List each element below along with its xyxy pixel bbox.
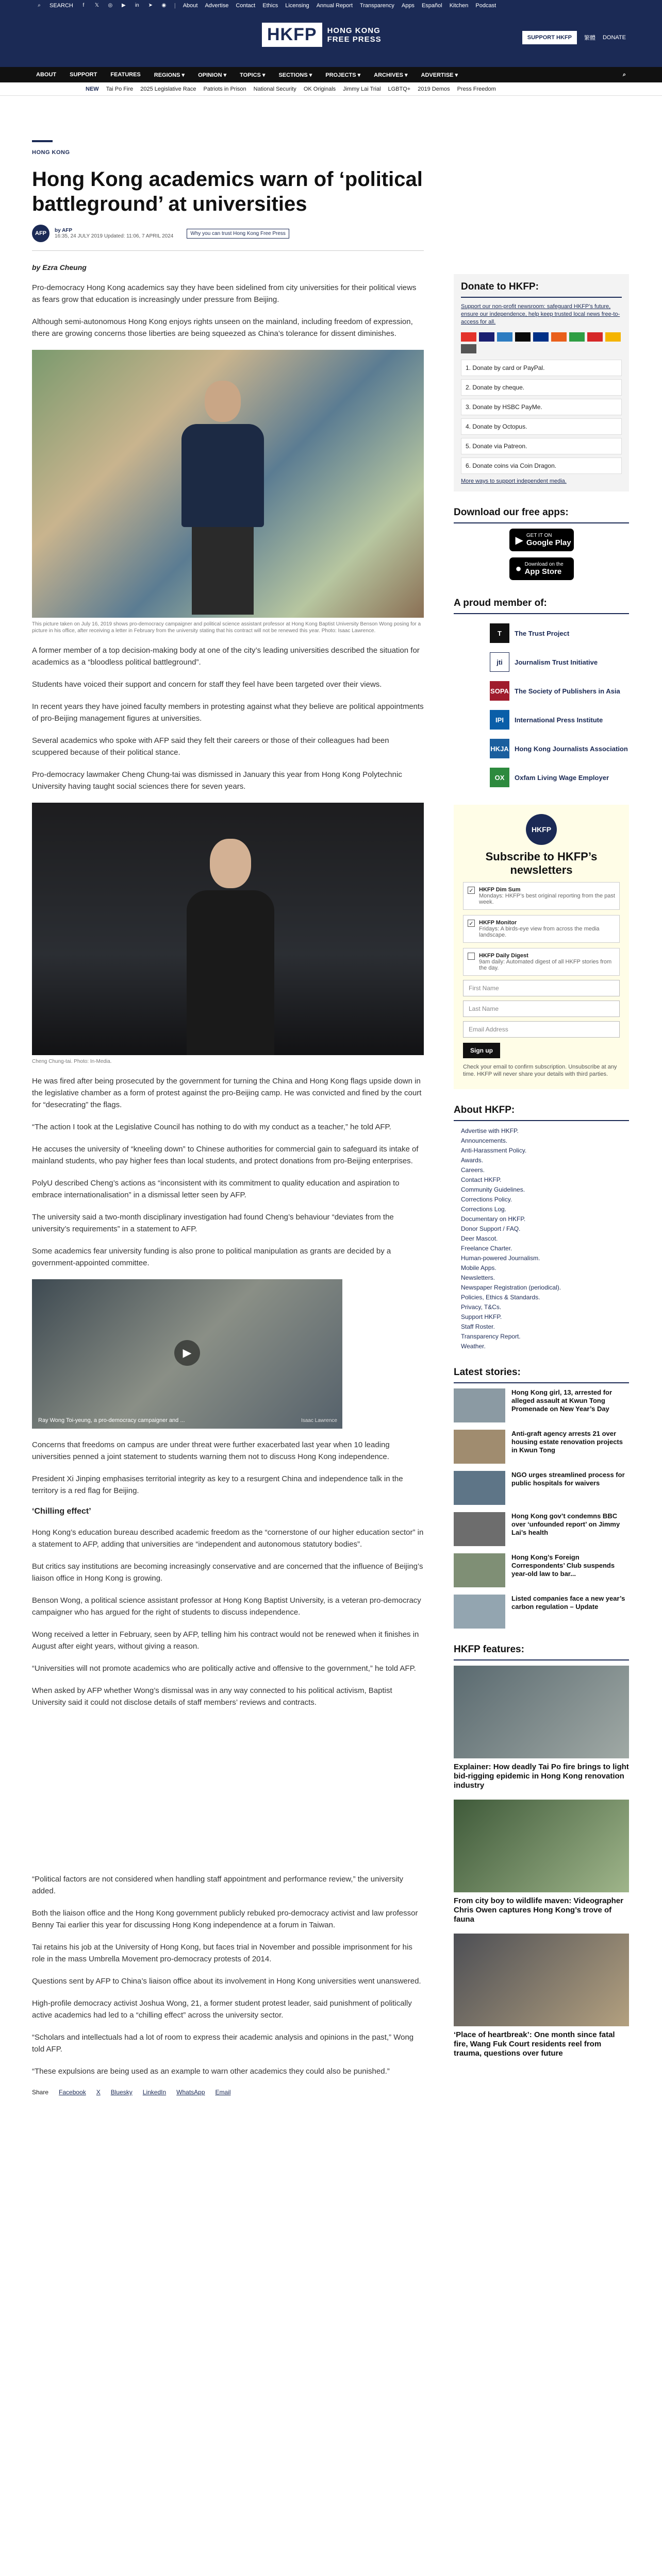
donate-title: Donate to HKFP: xyxy=(461,281,622,298)
featured-list xyxy=(454,1666,629,2058)
donate-box xyxy=(454,274,629,492)
member-logo[interactable]: SOPA The Society of Publishers in Asia xyxy=(490,681,629,701)
newsletter-option[interactable]: ✓ HKFP Dim Sum Mondays: HKFP’s best original reporting from the past week. xyxy=(463,882,620,910)
latest-story[interactable]: Hong Kong’s Foreign Correspondents’ Club suspends year-old law to bar... xyxy=(454,1553,629,1587)
paragraph: “These expulsions are being used as an example to warn other academics they could also be punished.” xyxy=(32,2067,390,2076)
donate-option[interactable]: 3. Donate by HSBC PayMe. xyxy=(461,399,622,415)
trending-link[interactable]: Jimmy Lai Trial xyxy=(343,86,381,92)
latest-title: Latest stories: xyxy=(454,1367,629,1383)
paragraph: “Political factors are not considered when handling staff appointment and performance review,” the university added. xyxy=(32,1875,404,1895)
linkedin-icon[interactable]: in xyxy=(135,3,139,8)
paragraph: Hong Kong’s education bureau described academic freedom as the “cornerstone of our higher education sector” in a statement to AFP, adding that universities are “independent and autonomous statutory bodies”. xyxy=(32,1528,424,1549)
paragraph: “Scholars and intellectuals had a lot of room to express their academic analysis and opinions in the past,” Wong told AFP. xyxy=(32,2033,414,2054)
share-facebook[interactable]: Facebook xyxy=(59,2089,86,2096)
photo-caption: This picture taken on July 16, 2019 shows pro-democracy campaigner and political science assistant professor at Hong Kong Baptist University Benson Wong posing for a picture in his office, after receiving a letter in February from the university stating that his contract will not be renewed this year. Photo: Isaac Lawrence. xyxy=(32,621,421,634)
nav-item[interactable]: SUPPORT xyxy=(70,72,97,78)
trending-link[interactable]: LGBTQ+ xyxy=(388,86,411,92)
about-list xyxy=(454,1126,629,1351)
about-link[interactable]: Documentary on HKFP. xyxy=(461,1215,526,1223)
utility-link[interactable]: Licensing xyxy=(285,3,309,9)
x-icon[interactable]: 𝕏 xyxy=(94,3,99,8)
checkbox-checked[interactable]: ✓ xyxy=(468,887,475,894)
share-linkedin[interactable]: LinkedIn xyxy=(142,2089,167,2096)
trending-label: NEW xyxy=(86,86,99,92)
first-name-field[interactable]: First Name xyxy=(463,980,620,996)
member-logo[interactable]: T The Trust Project xyxy=(490,623,629,643)
trust-badge[interactable]: Why you can trust Hong Kong Free Press xyxy=(187,229,289,239)
card-icon xyxy=(515,332,531,342)
search-icon[interactable]: ⌕ xyxy=(38,3,41,8)
trending-link[interactable]: 2019 Demos xyxy=(418,86,450,92)
utility-link[interactable]: About xyxy=(183,3,198,9)
speaker-figure xyxy=(187,839,274,1055)
paragraph: President Xi Jinping emphasises territorial integrity as key to a resurgent China and independence talk in the territory is a red flag for Beijing. xyxy=(32,1475,403,1495)
story-thumbnail xyxy=(454,1471,505,1505)
trending-link[interactable]: National Security xyxy=(253,86,296,92)
checkbox[interactable] xyxy=(468,953,475,960)
signup-button[interactable]: Sign up xyxy=(463,1043,500,1058)
article-photo-2 xyxy=(32,803,424,1055)
members-title: A proud member of: xyxy=(454,598,629,614)
telegram-icon[interactable]: ➤ xyxy=(148,3,153,8)
logo-mark: HKFP xyxy=(262,23,322,47)
apps-title: Download our free apps: xyxy=(454,507,629,523)
paragraph: The university said a two-month disciplinary investigation had found Cheng’s behaviour “deviates from the university’s requirements” in a statement to AFP. xyxy=(32,1213,394,1233)
paragraph: In recent years they have joined faculty members in protesting against what they believe are political appointments of pro-Beijing management figures at universities. xyxy=(32,702,424,723)
utility-link[interactable]: Contact xyxy=(236,3,256,9)
about-link[interactable]: Transparency Report. xyxy=(461,1333,521,1340)
divider: | xyxy=(174,3,176,9)
featured-story[interactable]: From city boy to wildlife maven: Videographer Chris Owen captures Hong Kong’s trove of fauna xyxy=(454,1800,629,1924)
about-link[interactable]: Anti-Harassment Policy. xyxy=(461,1147,527,1154)
paragraph: Benson Wong, a political science assistant professor at Hong Kong Baptist University, is a veteran pro-democracy campaigner who has argued for the right of students to discuss independence. xyxy=(32,1596,421,1617)
about-link[interactable]: Human-powered Journalism. xyxy=(461,1255,540,1262)
newsletter-logo: HKFP xyxy=(526,814,557,845)
utility-link[interactable]: Apps xyxy=(401,3,415,9)
rss-icon[interactable]: ◉ xyxy=(161,3,167,8)
logo-line1: HONG KONG xyxy=(327,26,380,35)
about-link[interactable]: Corrections Policy. xyxy=(461,1196,512,1203)
nav-item[interactable]: TOPICS ▾ xyxy=(240,72,266,78)
about-link[interactable]: Corrections Log. xyxy=(461,1206,507,1213)
share-label: Share xyxy=(32,2089,49,2096)
nav-item[interactable]: SECTIONS ▾ xyxy=(278,72,312,78)
paragraph: “Universities will not promote academics who are politically active and offensive to the government,” he told AFP. xyxy=(32,1664,416,1673)
member-logo[interactable]: OX Oxfam Living Wage Employer xyxy=(490,768,629,787)
paragraph: Some academics fear university funding is also prone to political manipulation as grants are decided by a government-appointed committee. xyxy=(32,1247,391,1267)
about-link[interactable]: Policies, Ethics & Standards. xyxy=(461,1294,540,1301)
article xyxy=(32,140,424,2096)
featured-image xyxy=(454,1666,629,1758)
featured-story[interactable]: ‘Place of heartbreak’: One month since fatal fire, Wang Fuk Court residents reel from trauma, questions over future xyxy=(454,1934,629,2058)
photo-caption: Cheng Chung-tai. Photo: In-Media. xyxy=(32,1059,112,1064)
share-email[interactable]: Email xyxy=(215,2089,231,2096)
trending-link[interactable]: Tai Po Fire xyxy=(106,86,134,92)
nav-item[interactable]: PROJECTS ▾ xyxy=(325,72,361,78)
features-title: HKFP features: xyxy=(454,1644,629,1660)
embedded-ad-space xyxy=(32,1708,424,1863)
article-byline-name: by Ezra Cheung xyxy=(32,263,87,272)
share-bar xyxy=(32,2089,424,2096)
about-link[interactable]: Newsletters. xyxy=(461,1274,495,1281)
donate-option[interactable]: 2. Donate by cheque. xyxy=(461,379,622,396)
paragraph: High-profile democracy activist Joshua Wong, 21, a former student protest leader, said punishment of politically active academics had led to a “chilling effect” across the university sector. xyxy=(32,1999,412,2020)
paragraph: Students have voiced their support and concern for staff they feel have been targeted over their views. xyxy=(32,680,382,689)
paragraph: A former member of a top decision-making body at one of the city’s leading universities described the situation for academics as a “bloodless political battleground”. xyxy=(32,646,420,667)
paragraph: Wong received a letter in February, seen by AFP, telling him his contract would not be renewed when it finishes in August after eight years, without giving a reason. xyxy=(32,1630,419,1651)
article-category[interactable]: HONG KONG xyxy=(32,149,70,156)
trending-link[interactable]: Patriots in Prison xyxy=(203,86,246,92)
utility-link[interactable]: Transparency xyxy=(360,3,394,9)
member-logo[interactable]: HKJA Hong Kong Journalists Association xyxy=(490,739,629,758)
latest-story[interactable]: NGO urges streamlined process for public hospitals for waivers xyxy=(454,1471,629,1505)
google-play-button[interactable]: ▶ GET IT ON Google Play xyxy=(509,529,574,551)
language-link[interactable]: 繁體 xyxy=(584,35,595,41)
card-icon xyxy=(533,332,549,342)
logo-line2: FREE PRESS xyxy=(327,35,382,44)
featured-image xyxy=(454,1800,629,1892)
byline xyxy=(32,225,424,242)
card-icon xyxy=(569,332,585,342)
latest-story[interactable]: Hong Kong gov’t condemns BBC over ‘unfounded report’ on Jimmy Lai’s health xyxy=(454,1512,629,1546)
latest-story[interactable]: Anti-graft agency arrests 21 over housing estate renovation projects in Kwun Tong xyxy=(454,1430,629,1464)
about-link[interactable]: Privacy, T&Cs. xyxy=(461,1303,502,1311)
instagram-icon[interactable]: ◎ xyxy=(108,3,113,8)
trending-bar xyxy=(0,82,662,96)
last-name-field[interactable]: Last Name xyxy=(463,1001,620,1017)
paragraph: Several academics who spoke with AFP said they felt their careers or those of their colleagues had been scuppered because of their political stance. xyxy=(32,736,389,757)
utility-link[interactable]: Kitchen xyxy=(449,3,469,9)
latest-story[interactable]: Hong Kong girl, 13, arrested for alleged assault at Kwun Tong Promenade on New Year’s Day xyxy=(454,1388,629,1422)
trending-link[interactable]: OK Originals xyxy=(303,86,336,92)
paragraph: When asked by AFP whether Wong’s dismissal was in any way connected to his political activism, Baptist University said it could not disclose details of staff members’ reviews and contracts. xyxy=(32,1686,392,1707)
about-title: About HKFP: xyxy=(454,1105,629,1121)
share-bluesky[interactable]: Bluesky xyxy=(110,2089,133,2096)
paragraph: Although semi-autonomous Hong Kong enjoys rights unseen on the mainland, including freedom of expression, there are growing concerns those liberties are being squeezed as China’s tolerance for dissent diminishes. xyxy=(32,317,413,338)
card-icon xyxy=(461,332,476,342)
newsletter-title: Subscribe to HKFP’s newsletters xyxy=(485,850,598,876)
share-x[interactable]: X xyxy=(96,2089,101,2096)
card-icon xyxy=(605,332,621,342)
about-link[interactable]: Weather. xyxy=(461,1343,486,1350)
newsletter-option[interactable]: HKFP Daily Digest 9am daily: Automated digest of all HKFP stories from the day. xyxy=(463,948,620,976)
utility-link[interactable]: Español xyxy=(421,3,442,9)
utility-link[interactable]: Advertise xyxy=(205,3,229,9)
paragraph: But critics say institutions are becoming increasingly conservative and are concerned that the influence of Beijing’s liaison office in Hong Kong is growing. xyxy=(32,1562,423,1583)
about-link[interactable]: Awards. xyxy=(461,1157,484,1164)
google-play-icon: ▶ xyxy=(515,534,523,546)
article-body xyxy=(32,282,424,2077)
nav-item[interactable]: ADVERTISE ▾ xyxy=(421,72,458,78)
utility-link[interactable]: Ethics xyxy=(262,3,278,9)
facebook-icon[interactable]: f xyxy=(82,3,85,8)
newsletter-box xyxy=(454,805,629,1089)
nav-item[interactable]: OPINION ▾ xyxy=(198,72,227,78)
main-nav xyxy=(0,67,662,82)
about-link[interactable]: Careers. xyxy=(461,1166,485,1174)
donate-option[interactable]: 6. Donate coins via Coin Dragon. xyxy=(461,457,622,474)
utility-bar xyxy=(0,0,662,11)
checkbox-checked[interactable]: ✓ xyxy=(468,920,475,927)
story-thumbnail xyxy=(454,1430,505,1464)
about-link[interactable]: Staff Roster. xyxy=(461,1323,495,1330)
article-video[interactable] xyxy=(32,1279,342,1429)
share-whatsapp[interactable]: WhatsApp xyxy=(176,2089,205,2096)
sidebar xyxy=(454,274,629,2067)
story-thumbnail xyxy=(454,1595,505,1629)
paragraph: Tai retains his job at the University of Hong Kong, but faces trial in November and possible imprisonment for his role in the mass Umbrella Movement pro-democracy protests of 2014. xyxy=(32,1943,412,1963)
members-list xyxy=(454,623,629,787)
nav-item[interactable]: FEATURES xyxy=(110,72,141,78)
author-name[interactable]: by AFP xyxy=(55,228,73,233)
article-dates: 16:35, 24 JULY 2019 Updated: 11:06, 7 APRIL 2024 xyxy=(55,233,174,239)
utility-search-label[interactable]: SEARCH xyxy=(49,3,73,9)
paragraph: He was fired after being prosecuted by the government for turning the China and Hong Kong flags upside down in the legislative chamber as a form of protest against the pro-Beijing camp. He was convicted and fined by the court for “desecrating” the flags. xyxy=(32,1077,422,1109)
about-link[interactable]: Contact HKFP. xyxy=(461,1176,502,1183)
member-logo[interactable]: IPI International Press Institute xyxy=(490,710,629,730)
email-field[interactable]: Email Address xyxy=(463,1021,620,1038)
donate-link[interactable]: DONATE xyxy=(602,35,626,41)
paragraph: He accuses the university of “kneeling down” to Chinese authorities for commercial gain to safeguard its intake of mainland students, who pay higher fees than local students, and protect donations from pro-Beijing enterprises. xyxy=(32,1145,419,1165)
utility-link[interactable]: Annual Report xyxy=(316,3,353,9)
utility-link[interactable]: Podcast xyxy=(475,3,496,9)
play-icon[interactable]: ▶ xyxy=(174,1340,200,1366)
about-link[interactable]: Advertise with HKFP. xyxy=(461,1127,519,1134)
video-overlay-text: Ray Wong Toi-yeung, a pro-democracy campaigner and ... xyxy=(38,1417,185,1423)
about-link[interactable]: Freelance Charter. xyxy=(461,1245,512,1252)
card-icon xyxy=(461,344,476,353)
article-photo-1 xyxy=(32,350,424,618)
paragraph: Questions sent by AFP to China’s liaison office about its involvement in Hong Kong universities went unanswered. xyxy=(32,1977,421,1986)
paragraph: Pro-democracy lawmaker Cheng Chung-tai was dismissed in January this year from Hong Kong Polytechnic University having taught social sciences there for seven years. xyxy=(32,770,402,791)
about-link[interactable]: Newspaper Registration (periodical). xyxy=(461,1284,561,1291)
author-avatar[interactable]: AFP xyxy=(32,225,49,242)
card-icon xyxy=(551,332,567,342)
nav-search-icon[interactable]: ⌕ xyxy=(622,71,626,78)
card-icon xyxy=(479,332,494,342)
donate-more-link[interactable]: More ways to support independent media. xyxy=(461,478,567,484)
paragraph: Pro-democracy Hong Kong academics say they have been sidelined from city universities for their political views as fears grow that education is increasingly under pressure from Beijing. xyxy=(32,283,417,304)
paragraph: PolyU described Cheng’s actions as “inconsistent with its commitment to quality education and aspiration to embrace internationalisation” in a dismissal letter seen by AFP. xyxy=(32,1179,400,1199)
newsletter-note: Check your email to confirm subscription. Unsubscribe at any time. HKFP will never share your details with third parties. xyxy=(463,1064,617,1077)
subheading: ‘Chilling effect’ xyxy=(32,1507,91,1516)
trending-link[interactable]: 2025 Legislative Race xyxy=(140,86,196,92)
article-title: Hong Kong academics warn of ‘political battleground’ at universities xyxy=(32,168,423,215)
app-store-button[interactable]: ● Download on the App Store xyxy=(509,557,574,580)
nav-item[interactable]: REGIONS ▾ xyxy=(154,72,185,78)
donate-option[interactable]: 4. Donate by Octopus. xyxy=(461,418,622,435)
card-icon xyxy=(497,332,512,342)
story-thumbnail xyxy=(454,1388,505,1422)
about-link[interactable]: Support HKFP. xyxy=(461,1313,502,1320)
site-logo[interactable] xyxy=(262,23,382,47)
payment-icons xyxy=(461,332,622,353)
latest-story[interactable]: Listed companies face a new year’s carbon regulation – Update xyxy=(454,1595,629,1629)
donate-text[interactable]: Support our non-profit newsroom: safeguard HKFP’s future, ensure our independence, help keep trusted local news free-to-access for all. xyxy=(461,303,620,325)
donate-option[interactable]: 1. Donate by card or PayPal. xyxy=(461,360,622,376)
paragraph: “The action I took at the Legislative Council has nothing to do with my conduct as a teacher,” he told AFP. xyxy=(32,1123,391,1131)
support-button[interactable]: SUPPORT HKFP xyxy=(522,31,577,44)
nav-item[interactable]: ARCHIVES ▾ xyxy=(374,72,408,78)
apple-icon: ● xyxy=(515,563,522,574)
paragraph: Both the liaison office and the Hong Kong government publicly rebuked pro-democracy activist and law professor Benny Tai earlier this year for discussing Hong Kong independence at a forum in Taiwan. xyxy=(32,1909,418,1929)
divider xyxy=(32,250,424,251)
about-link[interactable]: Community Guidelines. xyxy=(461,1186,525,1193)
about-link[interactable]: Deer Mascot. xyxy=(461,1235,498,1242)
about-link[interactable]: Announcements. xyxy=(461,1137,508,1144)
member-logo[interactable]: jti Journalism Trust Initiative xyxy=(490,652,629,672)
donate-option[interactable]: 5. Donate via Patreon. xyxy=(461,438,622,454)
about-link[interactable]: Donor Support / FAQ. xyxy=(461,1225,521,1232)
story-thumbnail xyxy=(454,1553,505,1587)
featured-image xyxy=(454,1934,629,2026)
trending-link[interactable]: Press Freedom xyxy=(457,86,496,92)
nav-item[interactable]: ABOUT xyxy=(36,72,57,78)
newsletter-option[interactable]: ✓ HKFP Monitor Fridays: A birds-eye view from across the media landscape. xyxy=(463,915,620,943)
person-figure xyxy=(181,381,264,618)
featured-story[interactable]: Explainer: How deadly Tai Po fire brings to light bid-rigging epidemic in Hong Kong renovation industry xyxy=(454,1666,629,1790)
about-link[interactable]: Mobile Apps. xyxy=(461,1264,496,1272)
latest-list xyxy=(454,1388,629,1629)
story-thumbnail xyxy=(454,1512,505,1546)
site-header xyxy=(0,11,662,67)
category-accent xyxy=(32,140,53,142)
video-credit: Isaac Lawrence xyxy=(301,1418,337,1423)
youtube-icon[interactable]: ▶ xyxy=(121,3,126,8)
paragraph: Concerns that freedoms on campus are under threat were further exacerbated last year when 10 leading universities penned a joint statement to students warning them not to discuss Hong Kong independence. xyxy=(32,1440,390,1461)
card-icon xyxy=(587,332,603,342)
